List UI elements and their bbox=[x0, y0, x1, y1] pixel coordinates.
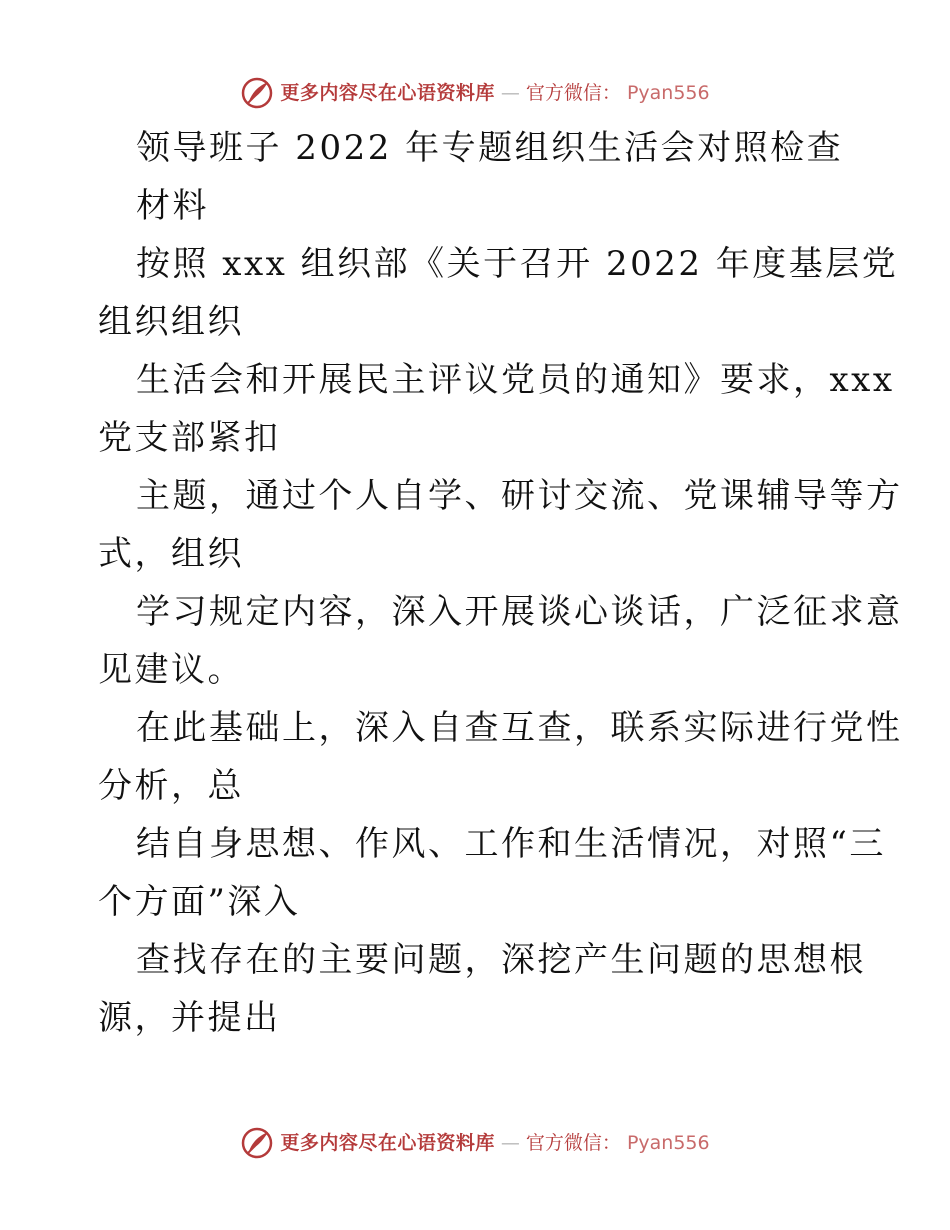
paragraph-line: 生活会和开展民主评议党员的通知》要求，xxx bbox=[136, 360, 895, 400]
paragraph-line: 按照 xxx 组织部《关于召开 2022 年度基层党 bbox=[136, 244, 899, 284]
paragraph-line: 组织组织 bbox=[98, 302, 244, 342]
paragraph-line: 分析，总 bbox=[98, 766, 244, 806]
paragraph-line: 个方面”深入 bbox=[98, 882, 301, 922]
paragraph-line: 源，并提出 bbox=[98, 998, 281, 1038]
watermark-banner-bottom bbox=[0, 1126, 950, 1160]
watermark-wechat-label: 官方微信： bbox=[525, 82, 621, 104]
document-title-line-2: 材料 bbox=[136, 186, 209, 226]
paragraph-line: 式，组织 bbox=[98, 534, 244, 574]
paragraph-line: 党支部紧扣 bbox=[98, 418, 281, 458]
watermark-banner-top bbox=[0, 76, 950, 110]
watermark-wechat-label: 官方微信： bbox=[525, 1132, 621, 1154]
watermark-separator: — bbox=[500, 82, 520, 104]
watermark-brand: 更多内容尽在心语资料库 bbox=[280, 82, 495, 104]
feather-pen-icon bbox=[240, 76, 274, 110]
paragraph-line: 学习规定内容，深入开展谈心谈话，广泛征求意 bbox=[136, 592, 903, 632]
paragraph-line: 查找存在的主要问题，深挖产生问题的思想根 bbox=[136, 940, 866, 980]
paragraph-line: 见建议。 bbox=[98, 650, 244, 690]
watermark-separator: — bbox=[500, 1132, 520, 1154]
feather-pen-icon bbox=[240, 1126, 274, 1160]
paragraph-line: 结自身思想、作风、工作和生活情况，对照“三 bbox=[136, 824, 886, 864]
watermark-brand: 更多内容尽在心语资料库 bbox=[280, 1132, 495, 1154]
document-title-line-1: 领导班子 2022 年专题组织生活会对照检查 bbox=[136, 128, 844, 168]
watermark-wechat-id: Pyan556 bbox=[626, 82, 710, 104]
paragraph-line: 主题，通过个人自学、研讨交流、党课辅导等方 bbox=[136, 476, 903, 516]
watermark-wechat-id: Pyan556 bbox=[626, 1132, 710, 1154]
paragraph-line: 在此基础上，深入自查互查，联系实际进行党性 bbox=[136, 708, 903, 748]
